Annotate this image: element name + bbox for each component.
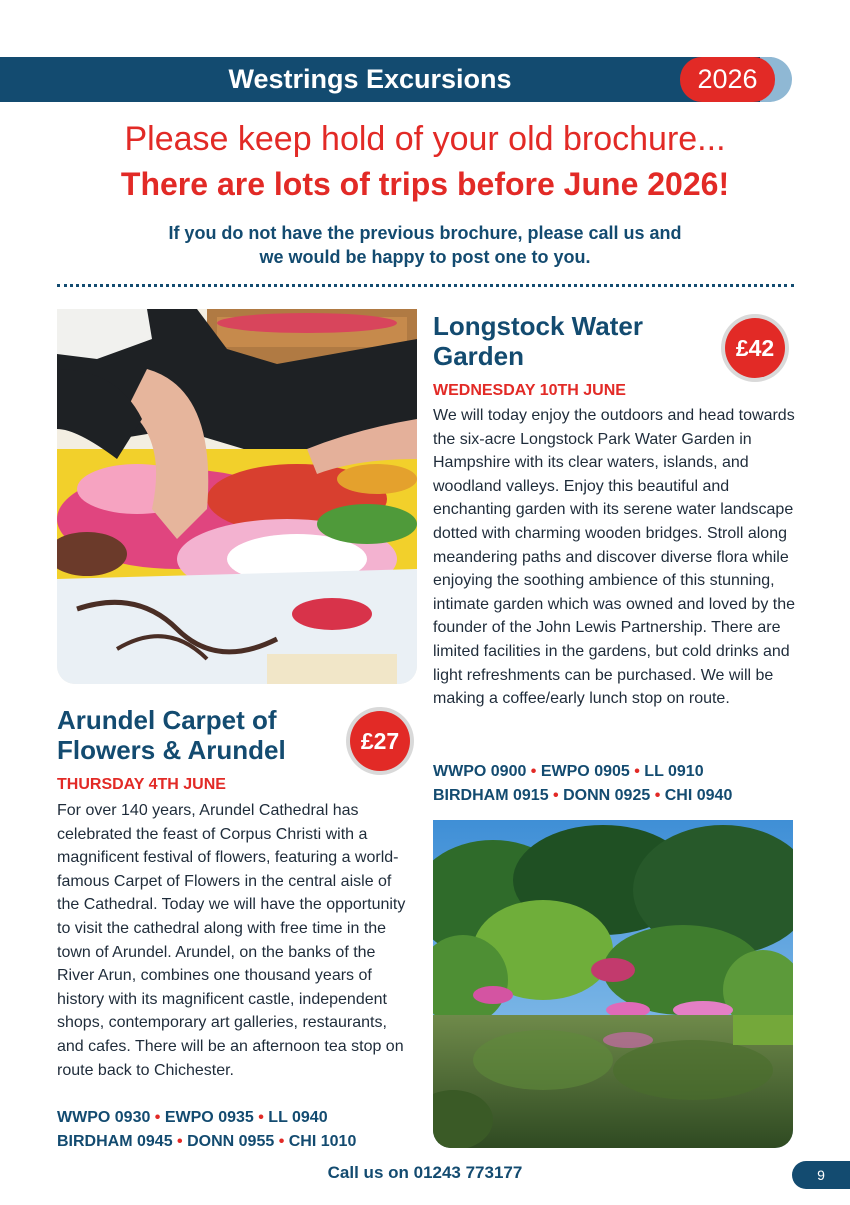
notice-subtext-line1: If you do not have the previous brochure, please call us and bbox=[168, 223, 682, 243]
arundel-date: THURSDAY 4TH JUNE bbox=[57, 776, 226, 793]
arundel-pickup-times bbox=[57, 1106, 356, 1154]
pickup-time: EWPO 0905 bbox=[540, 763, 630, 780]
arundel-title-line1: Arundel Carpet of bbox=[57, 705, 277, 735]
longstock-title bbox=[433, 311, 643, 371]
notice-subtext-line2: we would be happy to post one to you. bbox=[259, 247, 591, 267]
page-number: 9 bbox=[792, 1161, 850, 1189]
notice-subtext bbox=[125, 221, 725, 269]
arundel-pickups-line2: BIRDHAM 0945 • DONN 0955 • CHI 1010 bbox=[57, 1133, 357, 1150]
longstock-pickups-line1: WWPO 0900 • EWPO 0905 • LL 0910 bbox=[433, 763, 704, 780]
footer-phone: Call us on 01243 773177 bbox=[327, 1163, 523, 1182]
arundel-price-badge: £27 bbox=[350, 711, 410, 771]
pickup-time: DONN 0925 bbox=[563, 787, 651, 804]
longstock-pickups-line2: BIRDHAM 0915 • DONN 0925 • CHI 0940 bbox=[433, 787, 733, 804]
longstock-pickup-times bbox=[433, 760, 732, 808]
pickup-time: LL 0910 bbox=[644, 763, 704, 780]
pickup-time: WWPO 0900 bbox=[433, 763, 527, 780]
pickup-time: CHI 0940 bbox=[664, 787, 733, 804]
longstock-price-badge: £42 bbox=[725, 318, 785, 378]
header-title: Westrings Excursions bbox=[228, 64, 512, 94]
arundel-title bbox=[57, 705, 286, 765]
pickup-time: WWPO 0930 bbox=[57, 1109, 151, 1126]
pickup-time: CHI 1010 bbox=[288, 1133, 357, 1150]
notice-headline: Please keep hold of your old brochure... bbox=[124, 120, 726, 158]
pickup-time: BIRDHAM 0915 bbox=[433, 787, 549, 804]
pickup-time: EWPO 0935 bbox=[164, 1109, 254, 1126]
pickup-time: LL 0940 bbox=[268, 1109, 328, 1126]
flower-carpet-photo bbox=[57, 309, 417, 684]
pickup-time: BIRDHAM 0945 bbox=[57, 1133, 173, 1150]
arundel-title-line2: Flowers & Arundel bbox=[57, 735, 286, 765]
water-garden-photo bbox=[433, 820, 793, 1148]
dotted-divider bbox=[57, 284, 794, 287]
notice-subheadline: There are lots of trips before June 2026! bbox=[120, 166, 730, 202]
arundel-description: For over 140 years, Arundel Cathedral has celebrated the feast of Corpus Christi with a magnificent festival of flowers, featuring a world-famous Carpet of Flowers in the central aisle of the Cathedral. Today we will have the opportunity to visit the cathedral along with free time in the town of Arundel. Arundel, on the banks of the River Arun, combines one thousand years of history with its magnificent castle, independent shops, contemporary art galleries, restaurants, and cafes. There will be an afternoon tea stop on route back to Chichester. bbox=[57, 802, 406, 1079]
longstock-date: WEDNESDAY 10TH JUNE bbox=[433, 382, 626, 399]
arundel-pickups-line1: WWPO 0930 • EWPO 0935 • LL 0940 bbox=[57, 1109, 328, 1126]
longstock-description: We will today enjoy the outdoors and head towards the six-acre Longstock Park Water Garden in Hampshire with its clear waters, islands, and woodland valleys. Enjoy this beautiful and enchanting garden with its serene water landscape dotted with charming wooden bridges. Stroll along meandering paths and discover diverse flora while enjoying the soothing ambience of this stunning, intimate garden which was owned and loved by the founder of the John Lewis Partnership. There are limited facilities in the gardens, but cold drinks and light refreshments can be purchased. We will be making a coffee/early lunch stop on route. bbox=[433, 407, 795, 708]
water-garden-image bbox=[433, 820, 793, 1148]
pickup-time: DONN 0955 bbox=[187, 1133, 275, 1150]
year-badge: 2026 bbox=[680, 57, 775, 102]
flower-carpet-image bbox=[57, 309, 417, 684]
longstock-title-line1: Longstock Water bbox=[433, 311, 643, 341]
longstock-title-line2: Garden bbox=[433, 341, 525, 371]
